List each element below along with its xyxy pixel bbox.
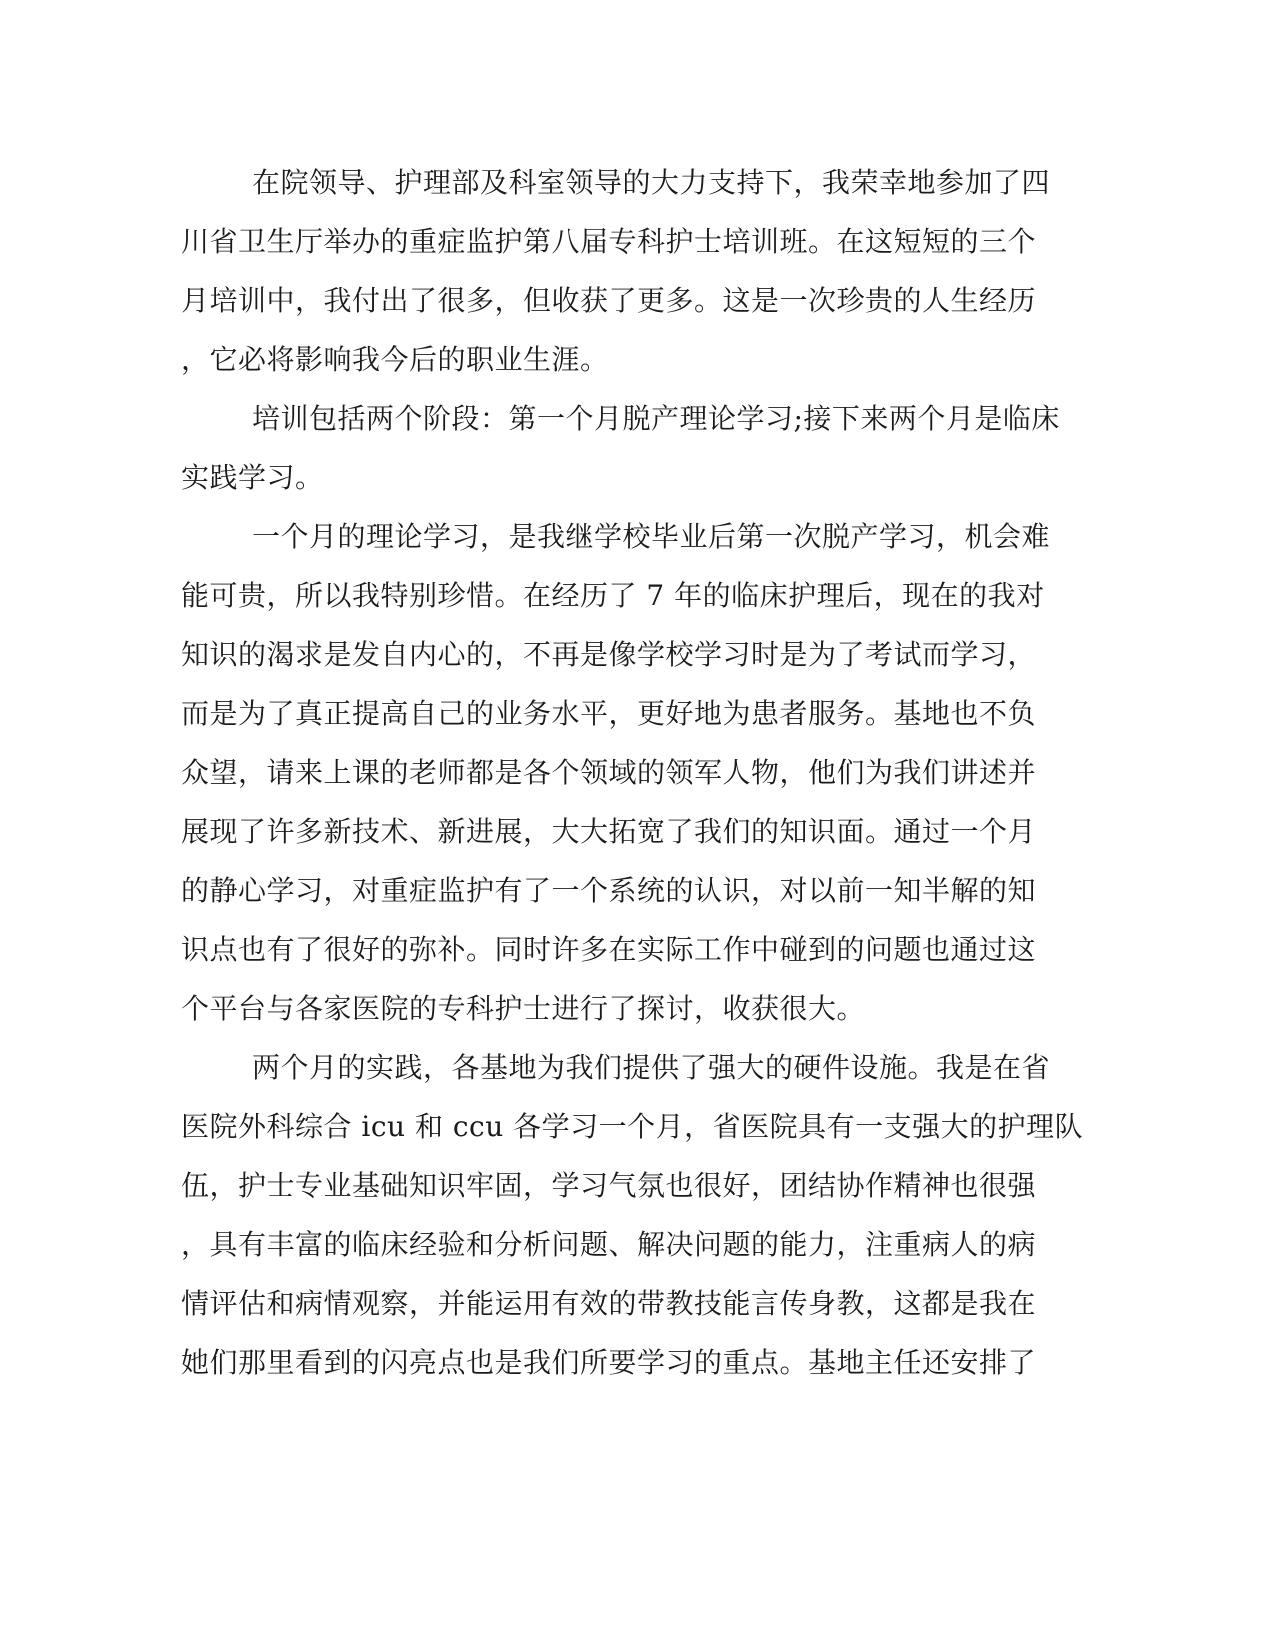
text-line: 一个月的理论学习，是我继学校毕业后第一次脱产学习，机会难	[252, 520, 1051, 553]
text-line: 伍，护士专业基础知识牢固，学习气氛也很好，团结协作精神也很强	[181, 1169, 1037, 1202]
text-line: 两个月的实践，各基地为我们提供了强大的硬件设施。我是在省	[252, 1051, 1051, 1084]
text-line: 在院领导、护理部及科室领导的大力支持下，我荣幸地参加了四	[252, 166, 1051, 199]
text-line: 而是为了真正提高自己的业务水平，更好地为患者服务。基地也不负	[181, 697, 1037, 730]
text-line: 能可贵，所以我特别珍惜。在经历了 7 年的临床护理后，现在的我对	[181, 579, 1045, 612]
text-line: 医院外科综合 icu 和 ccu 各学习一个月，省医院具有一支强大的护理队	[181, 1110, 1084, 1143]
text-line: 知识的渴求是发自内心的，不再是像学校学习时是为了考试而学习，	[181, 638, 1037, 671]
text-line: 识点也有了很好的弥补。同时许多在实际工作中碰到的问题也通过这	[181, 933, 1037, 966]
text-line: 展现了许多新技术、新进展，大大拓宽了我们的知识面。通过一个月	[181, 815, 1037, 848]
text-line: ，具有丰富的临床经验和分析问题、解决问题的能力，注重病人的病	[181, 1228, 1037, 1261]
text-line: 的静心学习，对重症监护有了一个系统的认识，对以前一知半解的知	[181, 874, 1037, 907]
text-line: 众望，请来上课的老师都是各个领域的领军人物，他们为我们讲述并	[181, 756, 1037, 789]
text-line: 她们那里看到的闪亮点也是我们所要学习的重点。基地主任还安排了	[181, 1346, 1037, 1379]
text-line: 个平台与各家医院的专科护士进行了探讨，收获很大。	[181, 992, 866, 1025]
text-line: ，它必将影响我今后的职业生涯。	[181, 343, 609, 376]
text-line: 实践学习。	[181, 461, 324, 494]
text-line: 月培训中，我付出了很多，但收获了更多。这是一次珍贵的人生经历	[181, 284, 1037, 317]
text-line: 培训包括两个阶段：第一个月脱产理论学习;接下来两个月是临床	[252, 402, 1060, 435]
text-line: 情评估和病情观察，并能运用有效的带教技能言传身教，这都是我在	[181, 1287, 1037, 1320]
text-line: 川省卫生厅举办的重症监护第八届专科护士培训班。在这短短的三个	[181, 225, 1037, 258]
